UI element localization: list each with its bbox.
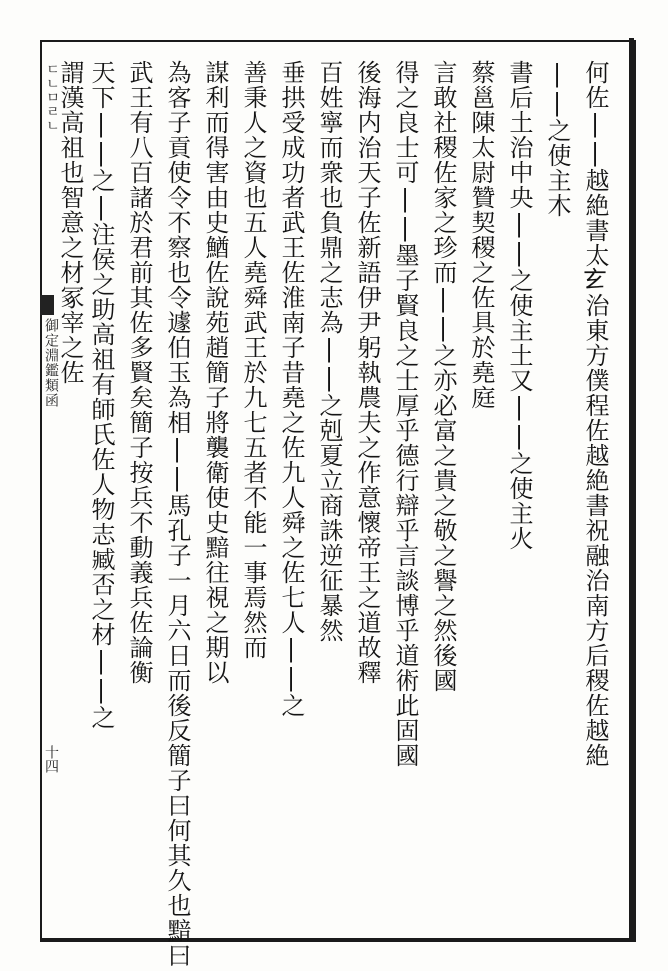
text-column: 何佐||越絶書太𤣥治東方僕程佐越絶書祝融治南方后稷佐越絶 bbox=[581, 60, 609, 768]
text-column: 垂拱受成功者武王佐淮南子昔堯之佐九人舜之佐七人||之 bbox=[277, 60, 305, 718]
text-column: 書后土治中央||之使主土又||之使主火 bbox=[505, 60, 533, 551]
text-column: 謂漢高祖也智意之材冢宰之佐 bbox=[56, 60, 84, 385]
text-column: 得之良士可||墨子賢良之士厚乎德行辯乎言談博乎道術此固國 bbox=[391, 60, 419, 768]
margin-page-number: 十四 bbox=[43, 745, 59, 773]
text-column: 百姓寧而衆也負鼎之志為||之剋夏立商誅逆征暴然 bbox=[315, 60, 343, 643]
page-border-thick bbox=[629, 38, 634, 941]
text-column: 謀利而得害由史鰌佐說苑趙簡子將襲衛使史黯往視之期以 bbox=[201, 60, 229, 685]
text-column: 蔡邕陳太尉贊契稷之佐具於堯庭 bbox=[467, 60, 495, 410]
text-column: 武王有八百諸於君前其佐多賢矣簡子按兵不動義兵佐論衡 bbox=[125, 60, 153, 685]
text-column: 善秉人之資也五人堯舜武王於九七五者不能一事焉然而 bbox=[239, 60, 267, 660]
text-column: 天下||之|注侯之助高祖有師氏佐人物志臧否之材||之 bbox=[87, 60, 115, 730]
page-border-bottom bbox=[40, 938, 636, 942]
text-column: ||之使主木 bbox=[543, 60, 571, 218]
text-column: 言敢社稷佐家之珍而||之亦必富之貴之敬之譽之然後國 bbox=[429, 60, 457, 693]
margin-book-title: 御定淵鑑類函 bbox=[43, 318, 59, 408]
margin-top-marks: ㄷㄴㅁㄹㄴ bbox=[44, 62, 60, 132]
text-column: 後海内治天子佐新語伊尹躬執農夫之作意懷帝王之道故釋 bbox=[353, 60, 381, 685]
text-column: 為客子貢使令不察也令遽伯玉為相||馬孔子一月六日而後反簡子曰何其久也黯曰 bbox=[163, 60, 191, 968]
